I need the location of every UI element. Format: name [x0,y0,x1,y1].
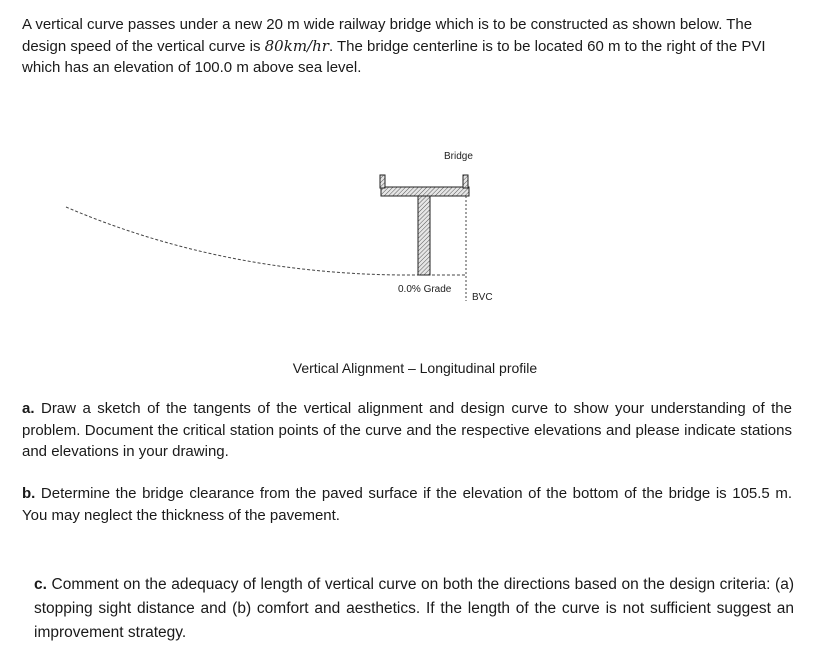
profile-figure [0,130,830,320]
intro-text-before: A vertical curve passes under a new 20 m wide railway bridge which is to be constructed as shown below. The design speed of the vertical curve is [22,16,753,55]
question-a-label: a. [22,400,35,417]
problem-intro [22,14,792,79]
question-a [22,398,792,463]
question-b-label: b. [22,485,36,502]
bridge-abutment-left [380,175,385,188]
bvc-label: BVC [472,292,493,303]
bridge-label: Bridge [444,151,473,162]
bridge-abutment-right [463,175,468,188]
road-profile-curve [66,207,466,275]
question-a-text: Draw a sketch of the tangents of the vertical alignment and design curve to show your understanding of the problem. Document the critical station points of the curve and the respective elevations and please indicate stations and elevations in your drawing. [22,400,792,460]
figure-caption: Vertical Alignment – Longitudinal profile [292,360,538,376]
question-c-label: c. [34,576,47,593]
bridge-pier [418,196,430,275]
question-c-text: Comment on the adequacy of length of vertical curve on both the directions based on the design criteria: (a) stopping sight distance and (b) comfort and aesthetics. If the length of the curve is not sufficient suggest an improvement strategy. [34,576,794,641]
question-c [34,573,794,645]
intro-text-after: . The bridge centerline is to be located 60 m to the right of the PVI which has an elevation of 100.0 m above sea level. [22,37,766,76]
question-b [22,483,792,526]
grade-label: 0.0% Grade [398,284,452,295]
design-speed: 80km/hr [264,36,329,55]
bridge-deck [381,187,469,196]
question-b-text: Determine the bridge clearance from the paved surface if the elevation of the bottom of the bridge is 105.5 m. You may neglect the thickness of the pavement. [22,485,792,524]
